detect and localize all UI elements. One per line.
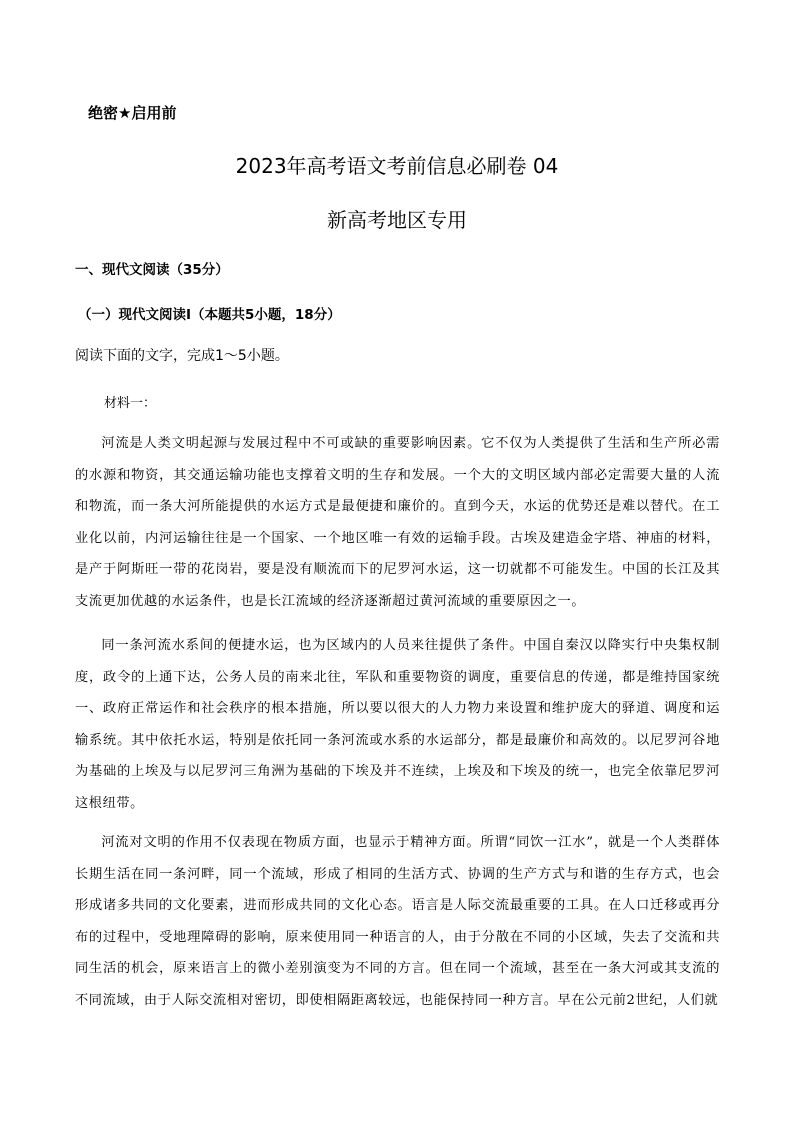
material-label: 材料一：	[104, 396, 157, 411]
exam-subtitle: 新高考地区专用	[327, 208, 467, 232]
reading-instruction: 阅读下面的文字，完成1～5小题。	[75, 348, 289, 364]
paragraph: 河流对文明的作用不仅表现在物质方面，也显示于精神方面。所谓“同饮一江水”，就是一个人类群体长期生活在同一条河畔，同一个流域，形成了相同的生活方式、协调的生产方式与和谐的生存方式，也会形成诸多共同的文化要素，进而形成共同的文化心态。语言是人际交流最重要的工具。在人口迁移或再分布的过程中，受地理障碍的影响，原来使用同一种语言的人，由于分散在不同的小区域，失去了交流和共同生活的机会，原来语言上的微小差别演变为不同的方言。但在同一个流域，甚至在一条大河或其支流的不同流域，由于人际交流相对密切，即使相隔距离较远，也能保持同一种方言。早在公元前2世纪，人们就	[75, 835, 720, 1008]
paragraph: 同一条河流水系间的便捷水运，也为区域内的人员来往提供了条件。中国自秦汉以降实行中央集权制度，政令的上通下达，公务人员的南来北往，军队和重要物资的调度，重要信息的传递，都是维持国家统一、政府正常运作和社会秩序的根本措施，所以要以很大的人力物力来设置和维护庞大的驿道、调度和运输系统。其中依托水运，特别是依托同一条河流或水系的水运部分，都是最廉价和高效的。以尼罗河谷地为基础的上埃及与以尼罗河三角洲为基础的下埃及并不连续，上埃及和下埃及的统一，也完全依靠尼罗河这根纽带。	[75, 638, 720, 811]
subsection-heading: （一）现代文阅读Ⅰ（本题共5小题，18分）	[78, 307, 341, 323]
paragraph: 河流是人类文明起源与发展过程中不可或缺的重要影响因素。它不仅为人类提供了生活和生产所必需的水源和物资，其交通运输功能也支撑着文明的生存和发展。一个大的文明区域内部必定需要大量的人流和物流，而一条大河所能提供的水运方式是最便捷和廉价的。直到今天，水运的优势还是难以替代。在工业化以前，内河运输往往是一个国家、一个地区唯一有效的运输手段。古埃及建造金字塔、神庙的材料，是产于阿斯旺一带的花岗岩，要是没有顺流而下的尼罗河水运，这一切就都不可能发生。中国的长江及其支流更加优越的水运条件，也是长江流域的经济逐渐超过黄河流域的重要原因之一。	[75, 436, 720, 609]
exam-title: 2023年高考语文考前信息必刷卷 04	[235, 154, 559, 178]
section-heading: 一、现代文阅读（35分）	[75, 262, 229, 278]
confidential-label: 绝密★启用前	[88, 104, 177, 122]
